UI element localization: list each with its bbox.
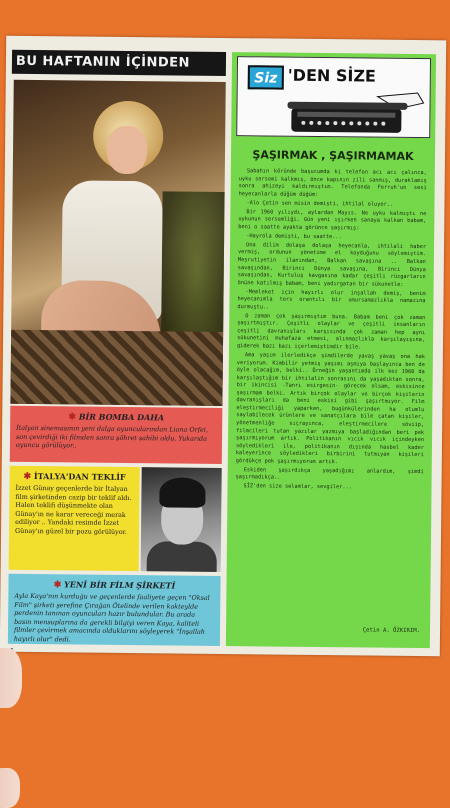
actress-photo [10, 80, 225, 406]
typewriter-icon [277, 90, 427, 138]
paragraph: Sabahın köründe başucumda ki telefon acı acı çalınca, uyku sersemi kalkmış, önce kapının zili sanmış, duraklamış sonra ahizeyi kaldırmıştım. Telefonda Ferruh'un sesi heyecanlarla düğüm düğüm: [238, 168, 427, 198]
author-signature: Çetin A. ÖZKIRIM. [362, 627, 421, 635]
article-body [235, 168, 426, 494]
paragraph: O zaman çok şaşırmıştım buna. Babam beni çok zaman şaşırtmıştır. Çeşitli olaylar ve çeşitli insanların çeşitli davranışları karşısında çok zaman hep aynı sükunetini muhafaza etmesi, alınmazlıkla karşılayışına, giderek bazı bazı içerlemiştimdir bile. [236, 313, 426, 351]
column-panel [226, 52, 436, 648]
paragraph: SİZ'den size selamlar, sevgiler... [243, 483, 352, 491]
paragraph: Ona dilim dolaşa dolaşa heyecanla, ihtilali haber vermiş, ordunun yönetime el koyduğunu söylemiştim. Meşrutiyetin ilanından, Balkan savaşına .. Balkan savaşından, Birinci Dünya savaşına, Birinci Dünya savaşından, Kurtuluş kavgasına kadar çeşitli rüzgarların önüne katılmış babam, beni yadırgatan bir sükunetle: [237, 242, 427, 288]
caption-italya [9, 466, 140, 571]
column-title: 'DEN SİZE [287, 65, 377, 86]
siz-logo: Siz [248, 65, 284, 89]
article-title: ŞAŞIRMAK , ŞAŞIRMAMAK [252, 148, 414, 163]
caption-text: İtalyan sinemasının yeni dalga oyuncularından Liana Orfei, son çevirdiği iki filmden sonra şöhret sahibi oldu. Yukarıda oyuncu görülüyor.. [15, 423, 208, 450]
paragraph: -Alo Çetin sen misin demişti, ihtilal oluyor.. [246, 199, 394, 208]
caption-text: İzzet Günay geçenlerde bir İtalyan film şirketinden cazip bir teklif aldı. Halen teklifi düşünmekte olan Günay'ın ne karar vereceği merak ediliyor .. Yandaki resimde İzzet Günay'ın güzel bir pozu görülüyor. [15, 483, 132, 536]
star-icon: ✱ [53, 580, 62, 591]
column-header [236, 56, 431, 138]
finger [0, 648, 22, 708]
caption-film-sirketi [8, 574, 221, 646]
caption-text: Ayla Kaya'nın kurduğu ve geçenlerde faaliyete geçen "Oksal Film" şirketi şerefine Çırağan Ötelinde verilen kokteylde perdenin tanınan oyuncuları hazır bulundular. Bu arada basın mensuplarına da gerekli bilgiyi veren Kaya, kaliteli filmler çevirmek amacında olduklarını söyleyerek "İnşallah hayırlı olur" dedi. [13, 591, 210, 644]
caption-title: BİR BOMBA DAHA [78, 411, 165, 423]
section-header: BU HAFTANIN İÇİNDEN [12, 50, 226, 76]
paragraph: Eskiden şaşırdıkça yaşadığımı anlardım, şimdi şaşırmadıkça.. [235, 467, 424, 481]
actor-photo [141, 467, 222, 572]
star-icon: ✱ [68, 412, 76, 423]
magazine-page [0, 36, 446, 657]
finger [0, 768, 20, 808]
paragraph: -Hayrola demişti, bu saatte... [246, 233, 342, 241]
paragraph: Bir 1960 yılıydı, aylardan Mayıs. Ne uyku kalmıştı ne uykunun sersemliği. Gün yeni ışırken sanaya kalkan babam, beni o saatte ayakta görünce şaşırmış: [238, 208, 427, 232]
caption-bomba [10, 406, 223, 464]
star-icon: ✱ [23, 471, 32, 482]
paragraph: -Memleket için hayırlı olur inşallah demiş, benim heyecanımla ters orantılı bir umursamazlıkla namazına durmuştu.. [237, 288, 426, 311]
paragraph: Ama yaşım ilerledikçe şimdilerde yavaş yavaş ona hak veriyorum. Kimbilir yetmiş yaşımı aşmıya başlayınca ben de öyle olacağım, belki.. Örneğin yaşantımda ilk kez 1960 da karşılaştığım bir ihtilalin sonrasını da yaşadıktan sonra, bir ikincisi -Tanrı esirgesin- görecek olsam, eskisince şaşırmam belki. Artık birçok olaylar ve birçok kişilerin davranışları da beni eskisi gibi şaşırtmıyor. Film eleştirmeciliği yaparken, bugünkülerinden ha olumlu saylabilecek ürünlere ve sanatçılara bile çatan kişiler, yönetmenliğe sıçrayınca, eleştirmecilere söviip, filmcileri tutan yazılar yazmıya başladığından beri pek şaşırmıyorum artık. Politikanın vıcık vıcık içindeyken söyledikleri ile, politikanın dışında hasbel kader kaleyerince söyledikleri birbirini tutmıyan kişileri gördükçe pek şaşırmıyorum artık. [235, 352, 425, 465]
caption-title: İTALYA'DAN TEKLİF [33, 471, 126, 482]
caption-title: YENİ BİR FİLM ŞİRKETİ [64, 579, 176, 591]
